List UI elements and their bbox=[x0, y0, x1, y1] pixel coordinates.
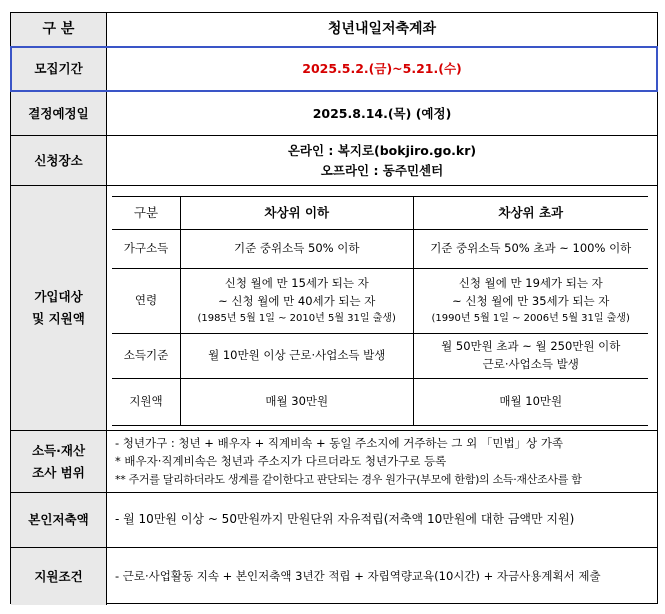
period-label: 모집기간 bbox=[11, 47, 107, 91]
cell-line: 신청 월에 만 15세가 되는 자 bbox=[224, 276, 369, 291]
eligibility-table bbox=[112, 196, 648, 426]
period-row bbox=[11, 47, 657, 92]
header-title: 청년내일저축계좌 bbox=[327, 21, 437, 38]
cell-line: (1990년 5월 1일 ~ 2006년 5월 31일 출생) bbox=[431, 312, 630, 324]
cell: 매월 10만원 bbox=[413, 378, 648, 425]
investigation-notes bbox=[115, 435, 582, 488]
cell-line: ~ 신청 월에 만 40세가 되는 자 bbox=[218, 294, 376, 308]
place-value bbox=[107, 136, 657, 185]
table-row bbox=[112, 333, 648, 378]
decision-row bbox=[11, 92, 657, 136]
decision-value: 2025.8.14.(목) (예정) bbox=[312, 105, 452, 121]
row-name: 지원액 bbox=[112, 378, 181, 425]
col-header-category: 구분 bbox=[112, 197, 181, 230]
conditions-label: 지원조건 bbox=[11, 548, 107, 605]
cell bbox=[181, 268, 414, 333]
cell-line: (1985년 5월 1일 ~ 2010년 5월 31일 출생) bbox=[197, 312, 396, 324]
investigation-line: * 배우자·직계비속은 청년과 주소지가 다르더라도 청년가구로 등록 bbox=[115, 453, 447, 468]
place-online: 온라인 : 복지로(bokjiro.go.kr) bbox=[287, 142, 477, 158]
cell bbox=[413, 333, 648, 378]
row-name: 소득기준 bbox=[112, 333, 181, 378]
col-header-below: 차상위 이하 bbox=[181, 197, 414, 230]
row-name: 연령 bbox=[112, 268, 181, 333]
conditions-row bbox=[11, 548, 657, 605]
savings-row bbox=[11, 493, 657, 548]
cell: 월 10만원 이상 근로·사업소득 발생 bbox=[181, 333, 414, 378]
cell-line: 신청 월에 만 19세가 되는 자 bbox=[458, 276, 603, 291]
cell: 매월 30만원 bbox=[181, 378, 414, 425]
cell-line: 근로·사업소득 발생 bbox=[482, 356, 579, 371]
place-label: 신청장소 bbox=[11, 136, 107, 185]
table-row bbox=[112, 229, 648, 268]
savings-value: - 월 10만원 이상 ~ 50만원까지 만원단위 자유적립(저축액 10만원에 대한 금액만 지원) bbox=[115, 512, 575, 527]
eligibility-label-line2: 및 지원액 bbox=[32, 311, 85, 326]
cell-line: ~ 신청 월에 만 35세가 되는 자 bbox=[452, 294, 610, 308]
table-row bbox=[112, 378, 648, 425]
period-value: 2025.5.2.(금)~5.21.(수) bbox=[302, 61, 462, 76]
header-label: 구 분 bbox=[11, 13, 107, 46]
row-name: 가구소득 bbox=[112, 229, 181, 268]
savings-label: 본인저축액 bbox=[11, 493, 107, 547]
table-row bbox=[112, 268, 648, 333]
cell: 기준 중위소득 50% 초과 ~ 100% 이하 bbox=[413, 229, 648, 268]
eligibility-table-header bbox=[112, 197, 648, 230]
eligibility-label bbox=[11, 186, 107, 430]
cell bbox=[413, 268, 648, 333]
decision-label: 결정예정일 bbox=[11, 92, 107, 135]
investigation-row bbox=[11, 431, 657, 493]
eligibility-label-line1: 가입대상 bbox=[34, 289, 83, 305]
col-header-above: 차상위 초과 bbox=[413, 197, 648, 230]
investigation-label-line2: 조사 범위 bbox=[32, 464, 85, 480]
cell-line: 월 50만원 초과 ~ 월 250만원 이하 bbox=[441, 339, 621, 354]
place-row bbox=[11, 136, 657, 186]
conditions-value: - 근로·사업활동 지속 + 본인저축액 3년간 적립 + 자립역량교육(10시간) + 자금사용계획서 제출 bbox=[115, 569, 601, 584]
header-row bbox=[11, 13, 657, 47]
investigation-label-line1: 소득·재산 bbox=[31, 442, 86, 458]
investigation-line: ** 주거를 달리하더라도 생계를 같이한다고 판단되는 경우 원가구(부모에 한함)의 소득·재산조사를 함 bbox=[115, 472, 582, 486]
cell: 기준 중위소득 50% 이하 bbox=[181, 229, 414, 268]
place-offline: 오프라인 : 동주민센터 bbox=[320, 162, 444, 178]
investigation-label bbox=[11, 431, 107, 492]
investigation-line: - 청년가구 : 청년 + 배우자 + 직계비속 + 동일 주소지에 거주하는 그 외 「민법」상 가족 bbox=[115, 436, 564, 450]
